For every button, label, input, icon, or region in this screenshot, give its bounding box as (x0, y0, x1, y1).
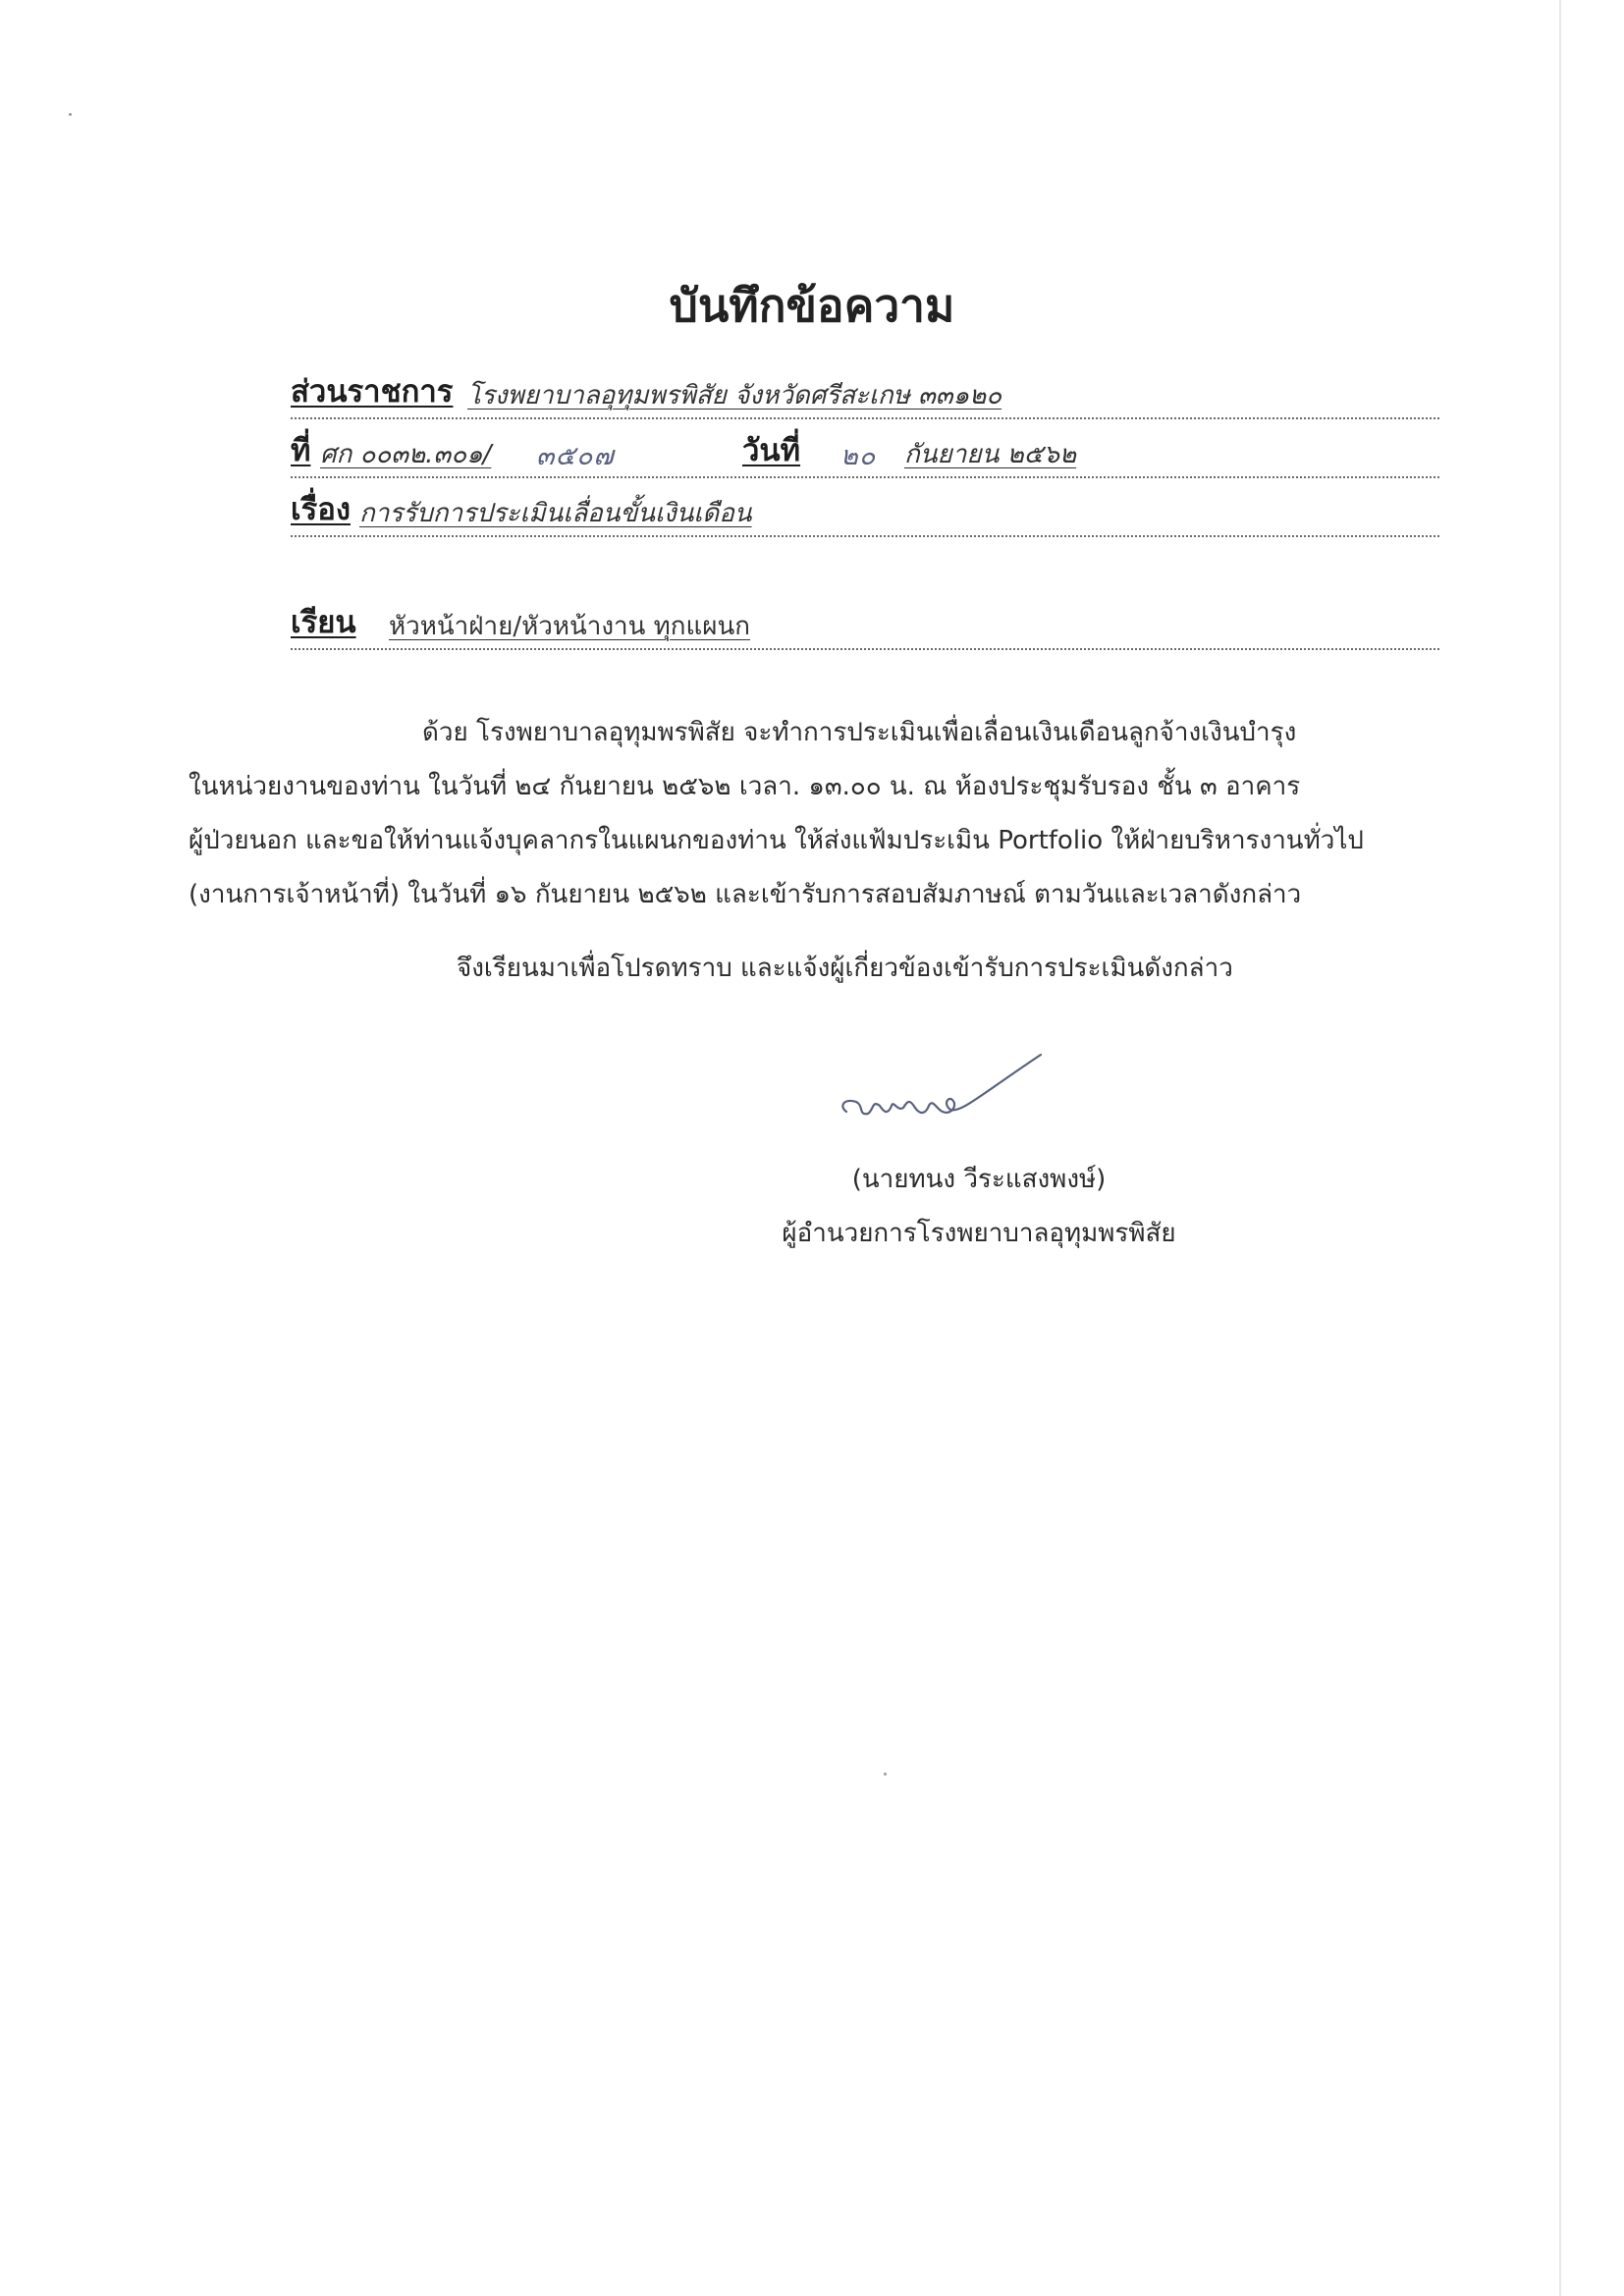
body-paragraph-1-line-1: ด้วย โรงพยาบาลอุทุมพรพิสัย จะทำการประเมินเพื่อเลื่อนเงินเดือนลูกจ้างเงินบำรุง (422, 718, 1297, 747)
handwritten-signature (835, 1051, 1051, 1149)
date-value: กันยายน ๒๕๖๒ (904, 440, 1077, 469)
body-paragraph-1-line-2: ในหน่วยงานของท่าน ในวันที่ ๒๔ กันยายน ๒๕๖๒ เวลา. ๑๓.๐๐ น. ณ ห้องประชุมรับรอง ชั้น ๓ อาคาร (189, 772, 1301, 801)
recipient-row (291, 605, 1439, 652)
agency-value: โรงพยาบาลอุทุมพรพิสัย จังหวัดศรีสะเกษ ๓๓๑๒๐ (467, 381, 1002, 410)
date-handwritten-day: ๒๐ (840, 441, 877, 471)
scan-speck (69, 113, 72, 116)
dotted-line (291, 648, 1439, 650)
dotted-line (291, 535, 1439, 537)
subject-label: เรื่อง (291, 492, 352, 527)
dotted-line (291, 476, 1439, 478)
dotted-line (291, 417, 1439, 419)
body-paragraph-2: จึงเรียนมาเพื่อโปรดทราบ และแจ้งผู้เกี่ยวข้องเข้ารับการประเมินดังกล่าว (457, 954, 1233, 983)
ref-handwritten-number: ๓๕๐๗ (536, 441, 615, 471)
recipient-label: เรียน (291, 605, 356, 640)
memo-title: บันทึกข้อความ (669, 279, 955, 332)
signatory-name: (นายทนง วีระแสงพงษ์) (851, 1165, 1107, 1194)
agency-label: ส่วนราชการ (291, 374, 454, 410)
body-paragraph-1-line-4: (งานการเจ้าหน้าที่) ในวันที่ ๑๖ กันยายน ๒๕๖๒ และเข้ารับการสอบสัมภาษณ์ ตามวันและเวลาดังกล่าว (189, 880, 1302, 909)
body-paragraph-1-line-3: ผู้ป่วยนอก และขอให้ท่านแจ้งบุคลากรในแผนกของท่าน ให้ส่งแฟ้มประเมิน Portfolio ให้ฝ่ายบริหารงานทั่วไป (189, 826, 1364, 855)
scan-speck (884, 1773, 887, 1776)
agency-row (291, 374, 1439, 421)
recipient-value: หัวหน้าฝ่าย/หัวหน้างาน ทุกแผนก (389, 612, 751, 641)
ref-label: ที่ (291, 433, 311, 468)
date-label: วันที่ (742, 433, 801, 468)
scan-edge-line (1559, 0, 1561, 2296)
signatory-position: ผู้อำนวยการโรงพยาบาลอุทุมพรพิสัย (782, 1219, 1176, 1248)
ref-date-row (291, 433, 1439, 480)
subject-row (291, 492, 1439, 539)
ref-value: ศก ๐๐๓๒.๓๐๑/ (320, 440, 492, 469)
subject-value: การรับการประเมินเลื่อนขั้นเงินเดือน (359, 499, 752, 528)
